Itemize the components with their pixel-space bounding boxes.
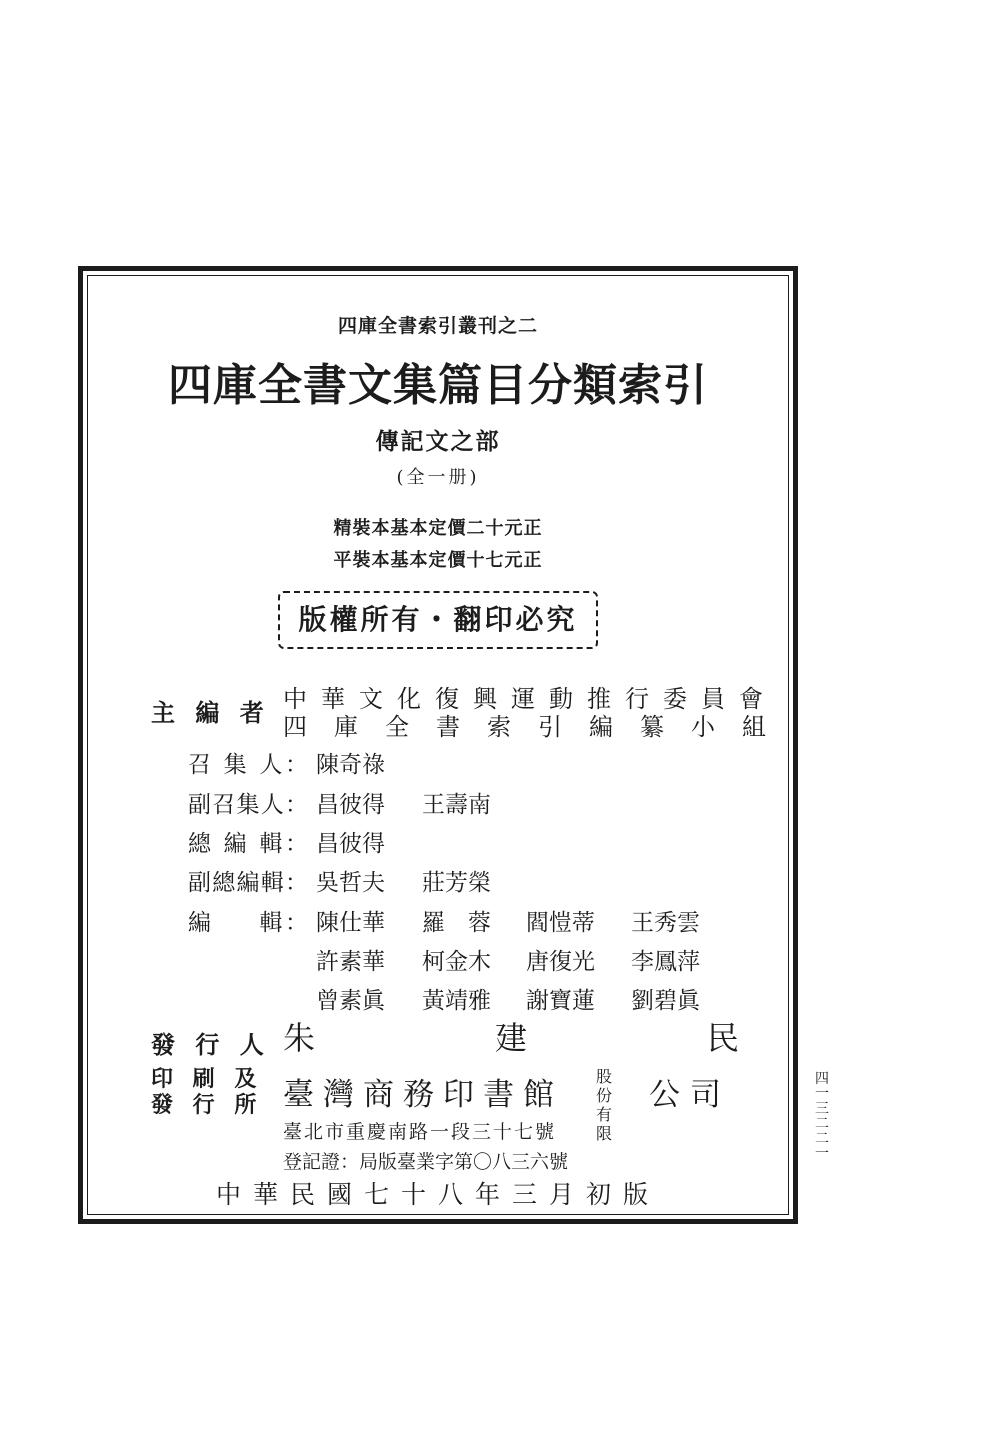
publisher-name: 朱建民 bbox=[283, 1019, 920, 1057]
price-paperback: 平裝本基本定價十七元正 bbox=[333, 550, 543, 571]
roster-name: 王壽南 bbox=[422, 792, 491, 818]
printer-suffix: 公司 bbox=[649, 1077, 731, 1113]
roster-label: 副總編輯： bbox=[188, 870, 308, 896]
roster-name: 唐復光 bbox=[526, 949, 595, 975]
roster-name: 曾素眞 bbox=[316, 988, 385, 1014]
book-subtitle: 傳記文之部 bbox=[375, 429, 501, 455]
copyright-notice: 版權所有・翻印必究 bbox=[278, 591, 598, 649]
roster-label: 副召集人： bbox=[188, 792, 308, 818]
roster-name: 昌彼得 bbox=[316, 792, 385, 818]
roster-name: 黃靖雅 bbox=[422, 988, 491, 1014]
roster-name: 李鳳萍 bbox=[631, 949, 700, 975]
roster-name: 陳仕華 bbox=[316, 910, 385, 936]
series-line: 四庫全書索引叢刊之二 bbox=[337, 315, 538, 337]
roster-name: 柯金木 bbox=[422, 949, 491, 975]
chief-editor-label: 主 編 者 bbox=[151, 699, 270, 727]
roster-name: 陳奇祿 bbox=[316, 752, 385, 778]
chief-editor-line1: 中華文化復興運動推行委員會 bbox=[283, 685, 777, 713]
roster-name: 謝寶蓮 bbox=[526, 988, 595, 1014]
roster-label: 召 集 人： bbox=[188, 752, 308, 778]
roster-name: 吳哲夫 bbox=[316, 870, 385, 896]
book-title: 四庫全書文集篇目分類索引 bbox=[168, 360, 708, 411]
roster-name: 昌彼得 bbox=[316, 831, 385, 857]
roster-name: 閻愷蒂 bbox=[526, 910, 595, 936]
edition-line: 中華民國七十八年三月初版 bbox=[215, 1180, 660, 1209]
volume-note: (全一册) bbox=[396, 467, 480, 488]
roster-label: 總 編 輯： bbox=[188, 831, 308, 857]
printer-address: 臺北市重慶南路一段三十七號 bbox=[283, 1121, 557, 1143]
roster-name: 羅 蓉 bbox=[422, 910, 491, 936]
roster-name: 許素華 bbox=[316, 949, 385, 975]
printer-name: 臺灣商務印書館 bbox=[283, 1077, 563, 1113]
roster-label: 編 輯： bbox=[188, 910, 308, 936]
margin-page-number: 四一三二二一 bbox=[815, 1071, 829, 1162]
roster-name: 劉碧眞 bbox=[631, 988, 700, 1014]
printer-label-line2: 發 行 所 bbox=[151, 1093, 263, 1118]
chief-editor-line2: 四庫全書索引編纂小組 bbox=[283, 713, 793, 741]
registration-number: 登記證：局版臺業字第〇八三六號 bbox=[283, 1151, 569, 1173]
price-hardcover: 精裝本基本定價二十元正 bbox=[333, 518, 543, 539]
printer-suffix-small: 股份有限 bbox=[596, 1067, 627, 1143]
roster-name: 王秀雲 bbox=[631, 910, 700, 936]
publisher-label: 發 行 人 bbox=[151, 1031, 270, 1059]
printer-label-line1: 印 刷 及 bbox=[151, 1067, 263, 1092]
roster-name: 莊芳榮 bbox=[422, 870, 491, 896]
